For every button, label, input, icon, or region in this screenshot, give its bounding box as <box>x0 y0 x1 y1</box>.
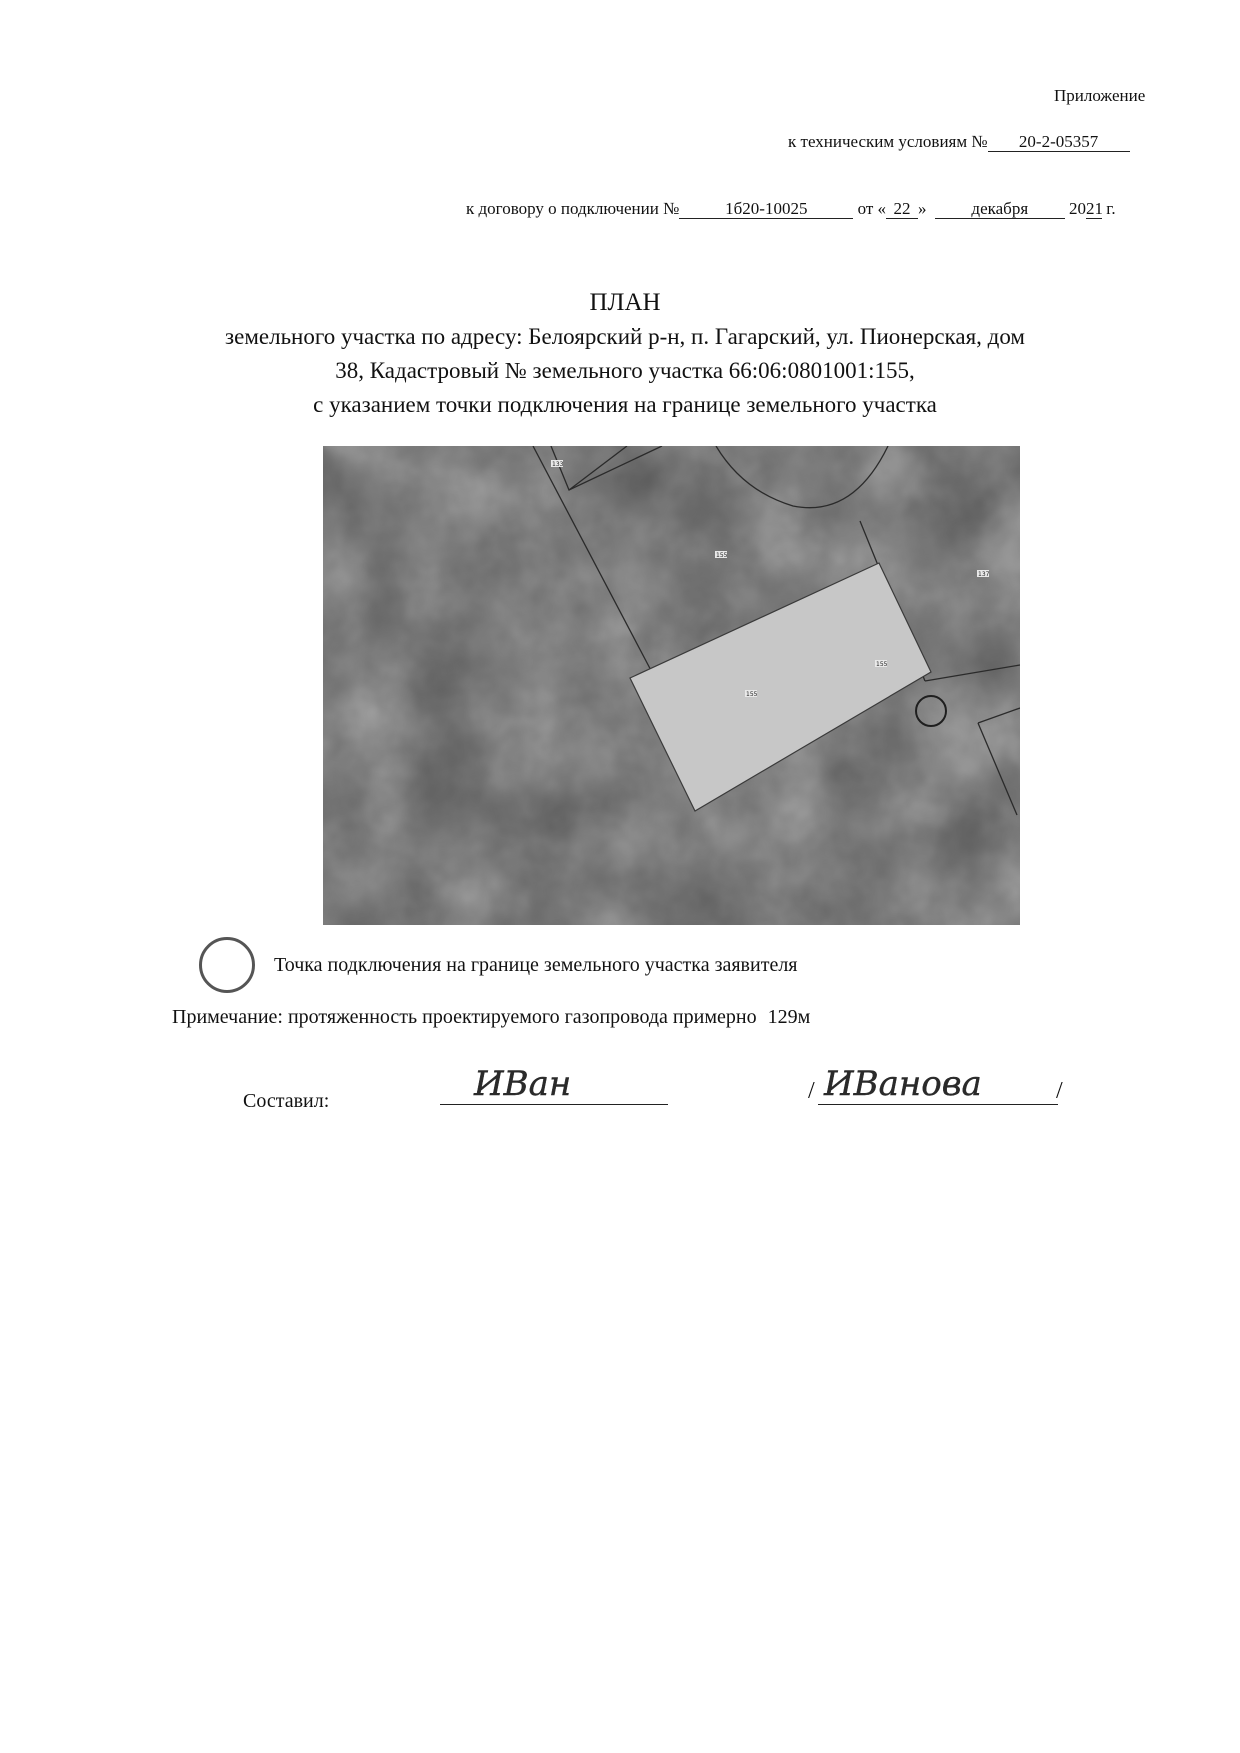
contract-number: 1б20-10025 <box>679 200 853 219</box>
plan-title-block <box>150 286 1100 422</box>
connection-point-legend-icon <box>199 937 255 993</box>
name-bracket-close: / <box>1056 1078 1063 1104</box>
map-drawing <box>323 446 1020 925</box>
signature-line <box>440 1104 668 1105</box>
compiled-by-label: Составил: <box>243 1090 330 1112</box>
signature-handwritten <box>440 1055 670 1115</box>
date-year-unit: г. <box>1106 199 1116 218</box>
date-from-label: от « <box>857 199 887 218</box>
plan-title-line-1: земельного участка по адресу: Белоярский р-н, п. Гагарский, ул. Пионерская, дом <box>225 324 1025 349</box>
date-month: декабря <box>935 200 1065 219</box>
pipeline-length: 129м <box>767 1006 811 1028</box>
date-year-prefix: 20 <box>1069 199 1087 218</box>
parcel-tag-1-text: 133 <box>552 461 564 468</box>
name-line <box>818 1104 1058 1105</box>
legend-text: Точка подключения на границе земельного участка заявителя <box>274 954 798 976</box>
note-line <box>172 1006 810 1029</box>
tech-conditions-line <box>788 132 1130 152</box>
tech-conditions-prefix: к техническим условиям № <box>788 132 988 151</box>
name-handwritten <box>818 1055 1058 1115</box>
name-handwritten-text: ИВанова <box>824 1064 982 1104</box>
parcel-tag-4-text: 155 <box>876 661 888 668</box>
signature-handwritten-text: ИВан <box>474 1064 572 1104</box>
plan-title-line-2: 38, Кадастровый № земельного участка 66:06:0801001:155, <box>335 358 915 383</box>
note-text: Примечание: протяженность проектируемого газопровода примерно <box>172 1006 757 1028</box>
tech-conditions-number: 20-2-05357 <box>988 133 1130 152</box>
plan-title-line-3: с указанием точки подключения на границе земельного участка <box>313 392 937 417</box>
date-year-suffix: 21 <box>1086 199 1104 218</box>
attachment-title: Приложение <box>1054 86 1146 105</box>
date-day: 22 <box>886 200 918 219</box>
date-day-close: » <box>918 199 927 218</box>
contract-line <box>466 199 1116 219</box>
contract-prefix: к договору о подключении № <box>466 199 680 218</box>
plan-title: ПЛАН <box>589 289 661 316</box>
land-plot-map <box>323 446 1020 925</box>
parcel-tag-5-text: 155 <box>746 691 758 698</box>
name-bracket-open: / <box>808 1078 815 1104</box>
parcel-tag-3-text: 137 <box>978 571 990 578</box>
parcel-tag-2-text: 155 <box>716 552 728 559</box>
